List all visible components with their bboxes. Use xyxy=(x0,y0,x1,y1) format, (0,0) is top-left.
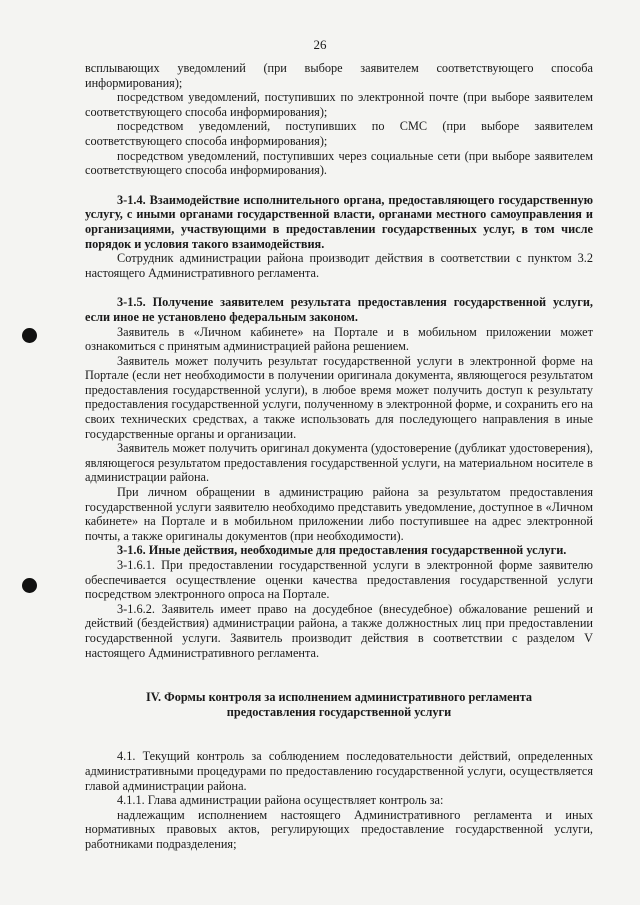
paragraph: 3-1.6.2. Заявитель имеет право на досудебное (внесудебное) обжалование решений и действий (бездействия) администрации района, а также должностных лиц при предоставлении государственной услуги. Заявитель производит действия в соответствии с разделом V настоящего Административного регламента. xyxy=(85,601,593,660)
paragraph: посредством уведомлений, поступивших по СМС (при выборе заявителем соответствующего способа информирования); xyxy=(85,119,593,148)
section-title-line: IV. Формы контроля за исполнением административного регламента xyxy=(145,690,533,705)
punch-hole-mark xyxy=(22,578,37,593)
paragraph: посредством уведомлений, поступивших через социальные сети (при выборе заявителем соответствующего способа информирования). xyxy=(85,148,593,178)
section-heading-3-1-6: 3-1.6. Иные действия, необходимые для предоставления государственной услуги. xyxy=(117,543,567,558)
paragraph: Заявитель может получить результат государственной услуги в электронной форме на Портале (если нет необходимости в получении оригинала документа, являющегося результатом предоставления государственной услуги), в любое время может получить доступ к результату предоставления государственной услуги, полученному в электронной форме, и сохранить его на своих технических средствах, а также использовать для последующего направления в иные государственные органы и организации. xyxy=(85,353,593,441)
paragraph: Сотрудник администрации района производит действия в соответствии с пунктом 3.2 настоящего Административного регламента. xyxy=(85,251,593,280)
punch-hole-mark xyxy=(22,328,37,343)
document-body xyxy=(85,61,593,852)
paragraph: 4.1. Текущий контроль за соблюдением последовательности действий, определенных административными процедурами по предоставлению государственной услуги, осуществляется главой администрации района. xyxy=(85,749,593,793)
paragraph: Заявитель может получить оригинал документа (удостоверение (дубликат удостоверения), являющегося результатом предоставления государственной услуги, на материальном носителе в администрации района. xyxy=(85,441,593,485)
paragraph: 3-1.6.1. При предоставлении государственной услуги в электронной форме заявителю обеспечивается осуществление оценки качества предоставления государственной услуги посредством электронного опроса на Портале. xyxy=(85,558,593,602)
section-title-line: предоставления государственной услуги xyxy=(226,704,452,719)
section-title-iv xyxy=(85,690,593,719)
paragraph: Заявитель в «Личном кабинете» на Портале и в мобильном приложении может ознакомиться с принятым администрацией района решением. xyxy=(85,324,593,354)
paragraph: надлежащим исполнением настоящего Административного регламента и иных нормативных правовых актов, регулирующих предоставление государственной услуги, работниками подразделения; xyxy=(85,807,593,851)
section-heading-3-1-5: 3-1.5. Получение заявителем результата предоставления государственной услуги, если иное не установлено федеральным законом. xyxy=(85,295,593,324)
page-number: 26 xyxy=(313,37,327,52)
paragraph: всплывающих уведомлений (при выборе заявителем соответствующего способа информирования); xyxy=(85,61,593,90)
paragraph: посредством уведомлений, поступивших по электронной почте (при выборе заявителем соответствующего способа информирования); xyxy=(85,90,593,119)
paragraph: При личном обращении в администрацию района за результатом предоставления государственной услуги заявителю необходимо представить уведомление, доступное в «Личном кабинете» на Портале и в мобильном приложении либо поступившее на адрес электронной почты, а также оригиналы документов (при необходимости). xyxy=(85,485,593,543)
section-heading-3-1-4: 3-1.4. Взаимодействие исполнительного органа, предоставляющего государственную услугу, с иными органами государственной власти, органами местного самоуправления и организациями, участвующими в предоставлении государственных услуг, в том числе порядок и условия такого взаимодействия. xyxy=(85,192,593,251)
paragraph: 4.1.1. Глава администрации района осуществляет контроль за: xyxy=(117,793,444,808)
